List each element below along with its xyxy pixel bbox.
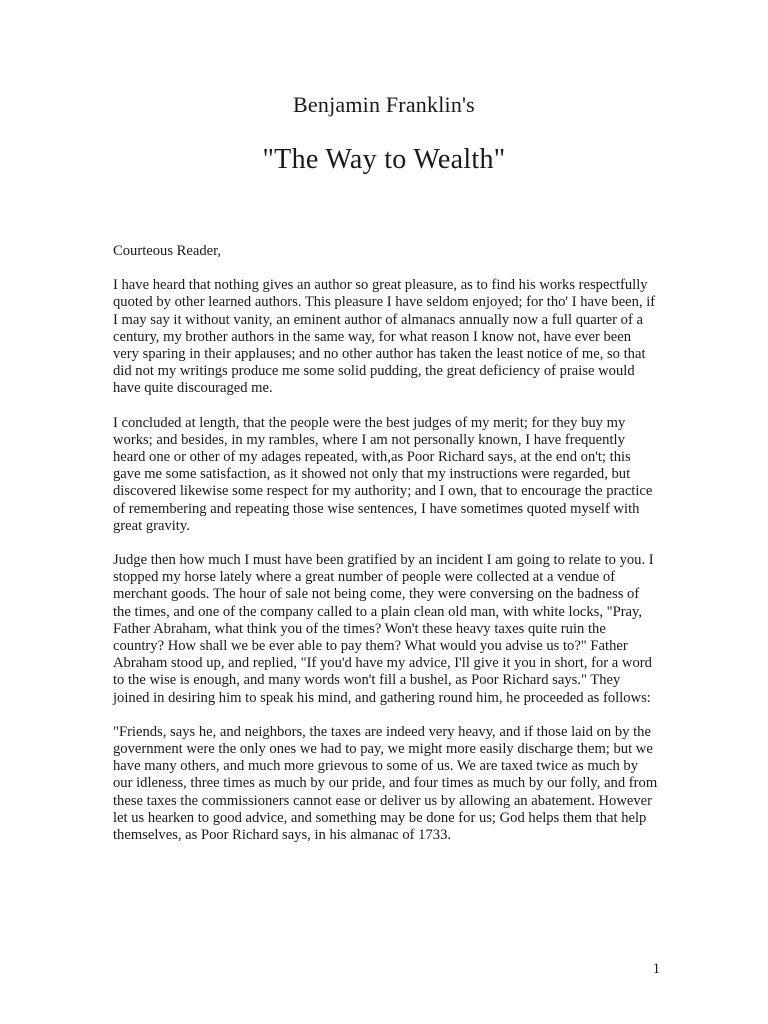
document-title: "The Way to Wealth" <box>262 144 506 175</box>
page-number: 1 <box>652 961 660 977</box>
author-heading: Benjamin Franklin's <box>293 92 475 117</box>
paragraph-1: I have heard that nothing gives an author so great pleasure, as to find his works respectfully quoted by other learned authors. This pleasure I have seldom enjoyed; for tho' I have been, if I may say it without vanity, an eminent author of almanacs annually now a full quarter of a century, my brother authors in the same way, for what reason I know not, have ever been very sparing in their applauses; and no other author has taken the least notice of me, so that did not my writings produce me some solid pudding, the great deficiency of praise would have quite discouraged me. <box>113 277 656 397</box>
paragraph-2: I concluded at length, that the people were the best judges of my merit; for they buy my works; and besides, in my rambles, where I am not personally known, I have frequently heard one or other of my adages repeated, with,as Poor Richard says, at the end on't; this gave me some satisfaction, as it showed not only that my instructions were regarded, but discovered likewise some respect for my authority; and I own, that to encourage the practice of remembering and repeating those wise sentences, I have sometimes quoted myself with great gravity. <box>113 414 653 534</box>
salutation: Courteous Reader, <box>113 243 222 259</box>
document-body <box>113 243 658 861</box>
paragraph-4: "Friends, says he, and neighbors, the taxes are indeed very heavy, and if those laid on by the government were the only ones we had to pay, we might more easily discharge them; but we have many others, and much more grievous to some of us. We are taxed twice as much by our idleness, three times as much by our pride, and four times as much by our folly, and from these taxes the commissioners cannot ease or deliver us by allowing an abatement. However let us hearken to good advice, and something may be done for us; God helps them that help themselves, as Poor Richard says, in his almanac of 1733. <box>113 723 658 844</box>
paragraph-3: Judge then how much I must have been gratified by an incident I am going to relate to you. I stopped my horse lately where a great number of people were collected at a vendue of merchant goods. The hour of sale not being come, they were conversing on the badness of the times, and one of the company called to a plain clean old man, with white locks, "Pray, Father Abraham, what think you of the times? Won't these heavy taxes quite ruin the country? How shall we be ever able to pay them? What would you advise us to?" Father Abraham stood up, and replied, "If you'd have my advice, I'll give it you in short, for a word to the wise is enough, and many words won't fill a bushel, as Poor Richard says." They joined in desiring him to speak his mind, and gathering round him, he proceeded as follows: <box>113 552 654 706</box>
